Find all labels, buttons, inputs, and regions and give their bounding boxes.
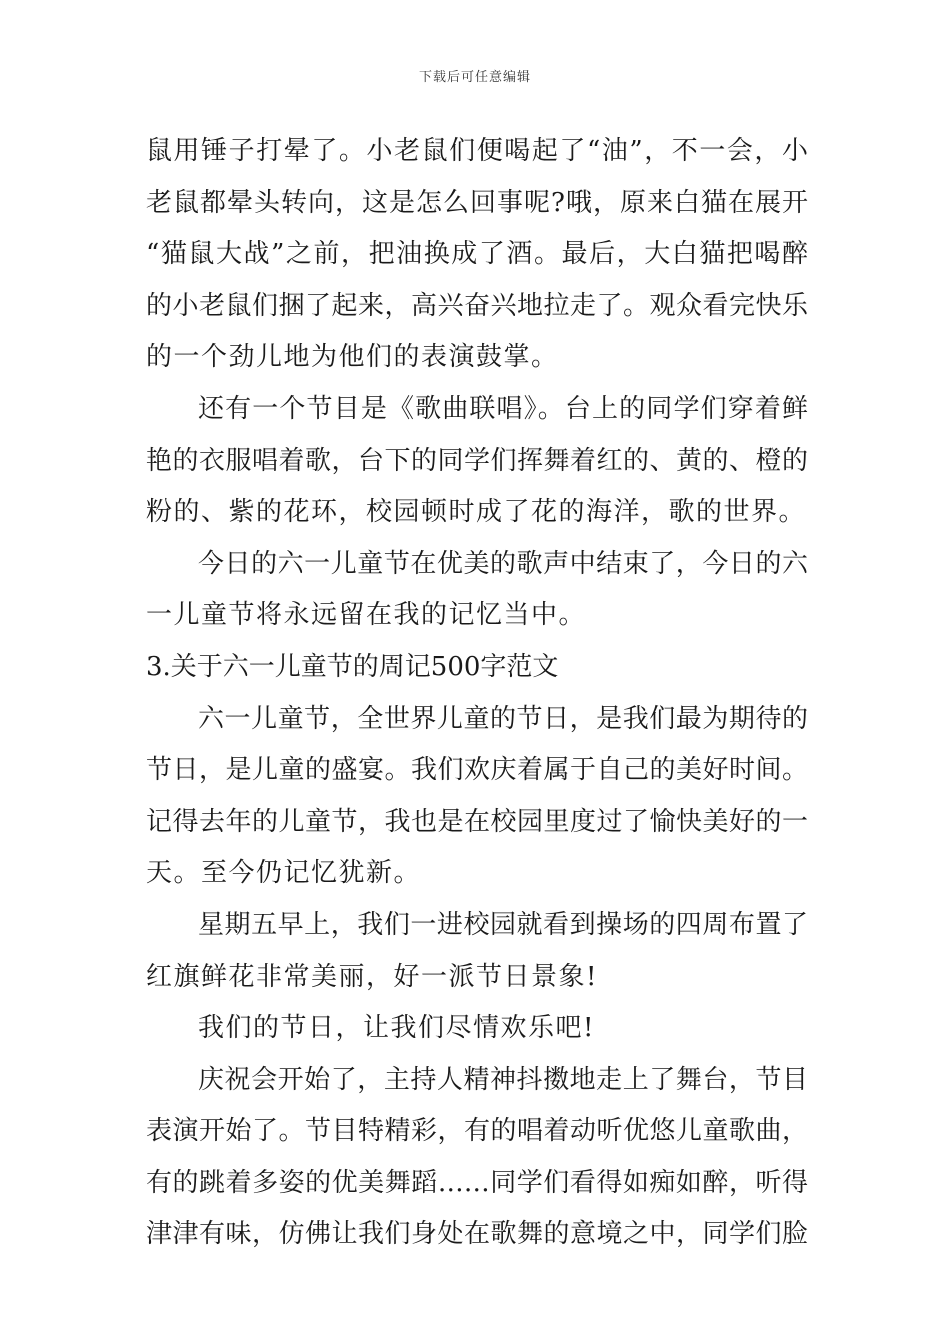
text-line: 鼠用锤子打晕了。小老鼠们便喝起了“油”，不一会，小 — [146, 136, 808, 166]
paragraph-first-line: 还有一个节目是《歌曲联唱》。台上的同学们穿着鲜 — [198, 393, 808, 424]
paragraph-first-line: 庆祝会开始了，主持人精神抖擞地走上了舞台，节目 — [198, 1064, 808, 1095]
text-line: 节日，是儿童的盛宴。我们欢庆着属于自己的美好时间。 — [146, 755, 808, 786]
text-line: 表演开始了。节目特精彩，有的唱着动听优悠儿童歌曲， — [146, 1116, 808, 1147]
text-line: 艳的衣服唱着歌，台下的同学们挥舞着红的、黄的、橙的 — [146, 445, 808, 476]
text-line: 的小老鼠们捆了起来，高兴奋兴地拉走了。观众看完快乐 — [146, 290, 808, 321]
text-line: 记得去年的儿童节，我也是在校园里度过了愉快美好的一 — [146, 806, 808, 837]
text-line: 红旗鲜花非常美丽，好一派节日景象! — [146, 961, 598, 992]
text-line: 一儿童节将永远留在我的记忆当中。 — [146, 600, 587, 631]
paragraph-first-line: 我们的节日，让我们尽情欢乐吧! — [198, 1013, 595, 1044]
body-text — [146, 126, 808, 1261]
text-line: “猫鼠大战”之前，把油换成了酒。最后，大白猫把喝醉 — [146, 239, 808, 270]
text-line: 天。至今仍记忆犹新。 — [146, 858, 422, 889]
paragraph-first-line: 六一儿童节，全世界儿童的节日，是我们最为期待的 — [198, 703, 808, 734]
section-heading: 3.关于六一儿童节的周记500字范文 — [146, 651, 559, 682]
paragraph-first-line: 今日的六一儿童节在优美的歌声中结束了，今日的六 — [198, 548, 808, 579]
text-line: 津津有味，仿佛让我们身处在歌舞的意境之中，同学们脸 — [146, 1219, 808, 1250]
text-line: 的一个劲儿地为他们的表演鼓掌。 — [146, 342, 559, 373]
paragraph-first-line: 星期五早上，我们一进校园就看到操场的四周布置了 — [198, 909, 808, 940]
text-line: 有的跳着多姿的优美舞蹈……同学们看得如痴如醉，听得 — [146, 1167, 808, 1198]
page-header-note: 下载后可任意编辑 — [418, 70, 531, 85]
text-line: 粉的、紫的花环，校园顿时成了花的海洋，歌的世界。 — [146, 497, 807, 528]
text-line: 老鼠都晕头转向，这是怎么回事呢?哦，原来白猫在展开 — [146, 187, 808, 218]
